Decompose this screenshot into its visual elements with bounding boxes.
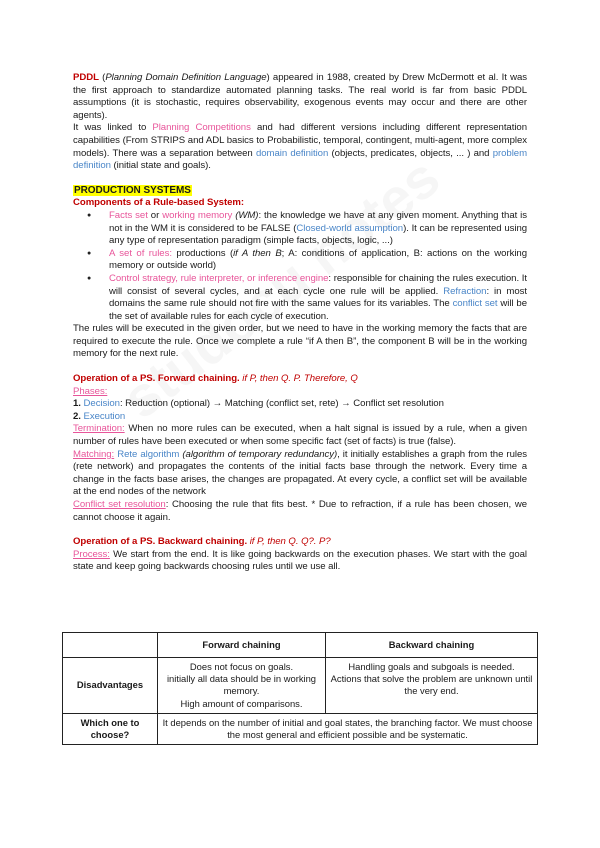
disadvantages-label: Disadvantages: [63, 658, 158, 714]
table-row: [63, 713, 538, 744]
text: and had different versions including different representation capabilities (From STRIPS and ADL basics to Probabilistic, temporal, contingent, multi-agent, more complex models). There was a separation between: [73, 122, 527, 159]
table-corner: [63, 633, 158, 658]
pddl-description: ) appeared in 1988, created by Drew McDermott et al. It was the first approach to standardize automated planning tasks. The real world is far from basic PDDL assumptions (it is stochastic, requires observability, exogenous events may occur and there are other agents).: [73, 72, 527, 121]
text: ; A: conditions of application, B: actions on the working memory or outside world): [109, 247, 527, 272]
list-item: [109, 273, 527, 323]
rete-subtitle: (algorithm of temporary redundancy): [179, 448, 338, 460]
conflict-set-term: conflict set: [452, 298, 498, 310]
production-systems-heading: [73, 185, 527, 198]
text: , it initially establishes a graph from the rules (rete network) and propagates the contents of the initial facts base through the network. Every time a change in the facts base arises, the changes are propagated. At every cycle, a conflict set will be available at the end nodes of the network: [73, 448, 527, 498]
text: ). It can be represented using any type of representation paradigm (simple facts, objects, logic, ...): [109, 222, 528, 247]
process-label: Process:: [73, 548, 110, 560]
title-formula: if P, then Q. Q?. P?: [247, 536, 331, 548]
forward-chaining-title: [73, 373, 527, 386]
document-body: [73, 72, 527, 574]
table-header-row: [63, 633, 538, 658]
heading-text: PRODUCTION SYSTEMS: [74, 184, 191, 196]
domain-definition-term: domain definition: [255, 147, 329, 159]
which-one-answer: It depends on the number of initial and goal states, the branching factor. We must choose the most general and efficient possible and be systematic.: [158, 713, 538, 744]
wm-abbr: (WM): [232, 209, 259, 221]
text: : responsible for chaining the rules execution. It will consist of several cycles, and at each cycle one rule will be applied.: [109, 272, 527, 297]
components-list: [73, 210, 527, 323]
title-text: Operation of a PS. Backward chaining.: [73, 536, 248, 548]
forward-header: Forward chaining: [158, 633, 326, 658]
set-of-rules-term: A set of rules:: [109, 247, 172, 259]
text: : Choosing the rule that fits best. * Due to refraction, if a rule has been chosen, we cannot choose it again.: [73, 499, 528, 523]
text: (: [98, 72, 106, 83]
control-strategy-term: Control strategy, rule interpreter, or inference engine: [109, 272, 329, 284]
working-memory-term: working memory: [162, 209, 233, 221]
backward-disadvantages: Handling goals and subgoals is needed. Actions that solve the problem are unknown until the very end.: [325, 658, 537, 714]
table-row: [63, 658, 538, 714]
list-item: [109, 248, 527, 273]
refraction-term: Refraction: [443, 285, 487, 297]
label: Phases:: [73, 385, 108, 397]
rules-execution-paragraph: The rules will be executed in the given order, but we need to have in the working memory the facts that are required to execute the rule. Once we complete a rule “if A then B”, the component B will be in the working memory for the next rule.: [73, 323, 527, 360]
pddl-abbr: PDDL: [73, 72, 99, 83]
text: : the knowledge we have at any given moment. Anything that is not in the WM it is considered to be FALSE (: [109, 209, 528, 234]
matching-label: Matching:: [73, 448, 115, 460]
phase-execution: [73, 411, 527, 424]
text: (initial state and goals).: [110, 160, 211, 172]
pddl-paragraph: [73, 72, 527, 122]
decision-term: Decision: [83, 398, 120, 410]
conflict-resolution-paragraph: [73, 499, 527, 524]
process-paragraph: [73, 549, 527, 574]
list-item: [109, 210, 527, 248]
phase-decision: [73, 398, 527, 411]
text: productions (: [171, 247, 234, 259]
backward-header: Backward chaining: [325, 633, 537, 658]
facts-set-term: Facts set: [109, 209, 148, 221]
text: will be the set of available rules for each cycle of execution.: [109, 298, 527, 322]
rete-term: Rete algorithm: [114, 448, 180, 460]
phase-number: 1.: [73, 398, 84, 410]
phase-number: 2.: [73, 410, 84, 422]
planning-competitions-term: Planning Competitions: [152, 122, 251, 134]
backward-chaining-title: [73, 536, 527, 549]
text: : in most domains the same rule should not fire with the same values for its variables. The: [109, 285, 527, 310]
problem-definition-term: problem definition: [73, 147, 528, 172]
termination-label: Termination:: [73, 423, 125, 435]
title-text: Operation of a PS. Forward chaining.: [73, 373, 240, 385]
which-one-label: Which one to choose?: [63, 713, 158, 744]
csr-label: Conflict set resolution: [73, 499, 166, 510]
execution-term: Execution: [83, 410, 126, 422]
pddl-full-name: Planning Domain Definition Language: [105, 72, 267, 83]
title-formula: if P, then Q. P. Therefore, Q: [239, 373, 358, 385]
text: We start from the end. It is like going backwards on the execution phases. We start with the goal state and keep going backwards choosing rules until we use all.: [73, 548, 527, 573]
planning-competitions-paragraph: [73, 122, 527, 172]
phases-label: [73, 386, 527, 399]
matching-paragraph: [73, 449, 527, 499]
text: (objects, predicates, objects, ... ) and: [328, 147, 493, 159]
comparison-table: [62, 632, 538, 745]
rule-form: if A then B: [233, 247, 282, 259]
text: When no more rules can be executed, when a halt signal is issued by a rule, when a given number of rules have been executed or when some specific fact (set of facts) is true (false).: [73, 423, 527, 448]
text: or: [147, 209, 163, 221]
closed-world-term: Closed-world assumption: [296, 222, 404, 234]
text: It was linked to: [73, 122, 153, 134]
components-title: Components of a Rule-based System:: [73, 197, 245, 209]
forward-disadvantages: Does not focus on goals. initially all data should be in working memory. High amount of comparisons.: [158, 658, 326, 714]
text: : Reduction (optional) → Matching (conflict set, rete) → Conflict set resolution: [119, 398, 444, 410]
termination-paragraph: [73, 423, 527, 448]
